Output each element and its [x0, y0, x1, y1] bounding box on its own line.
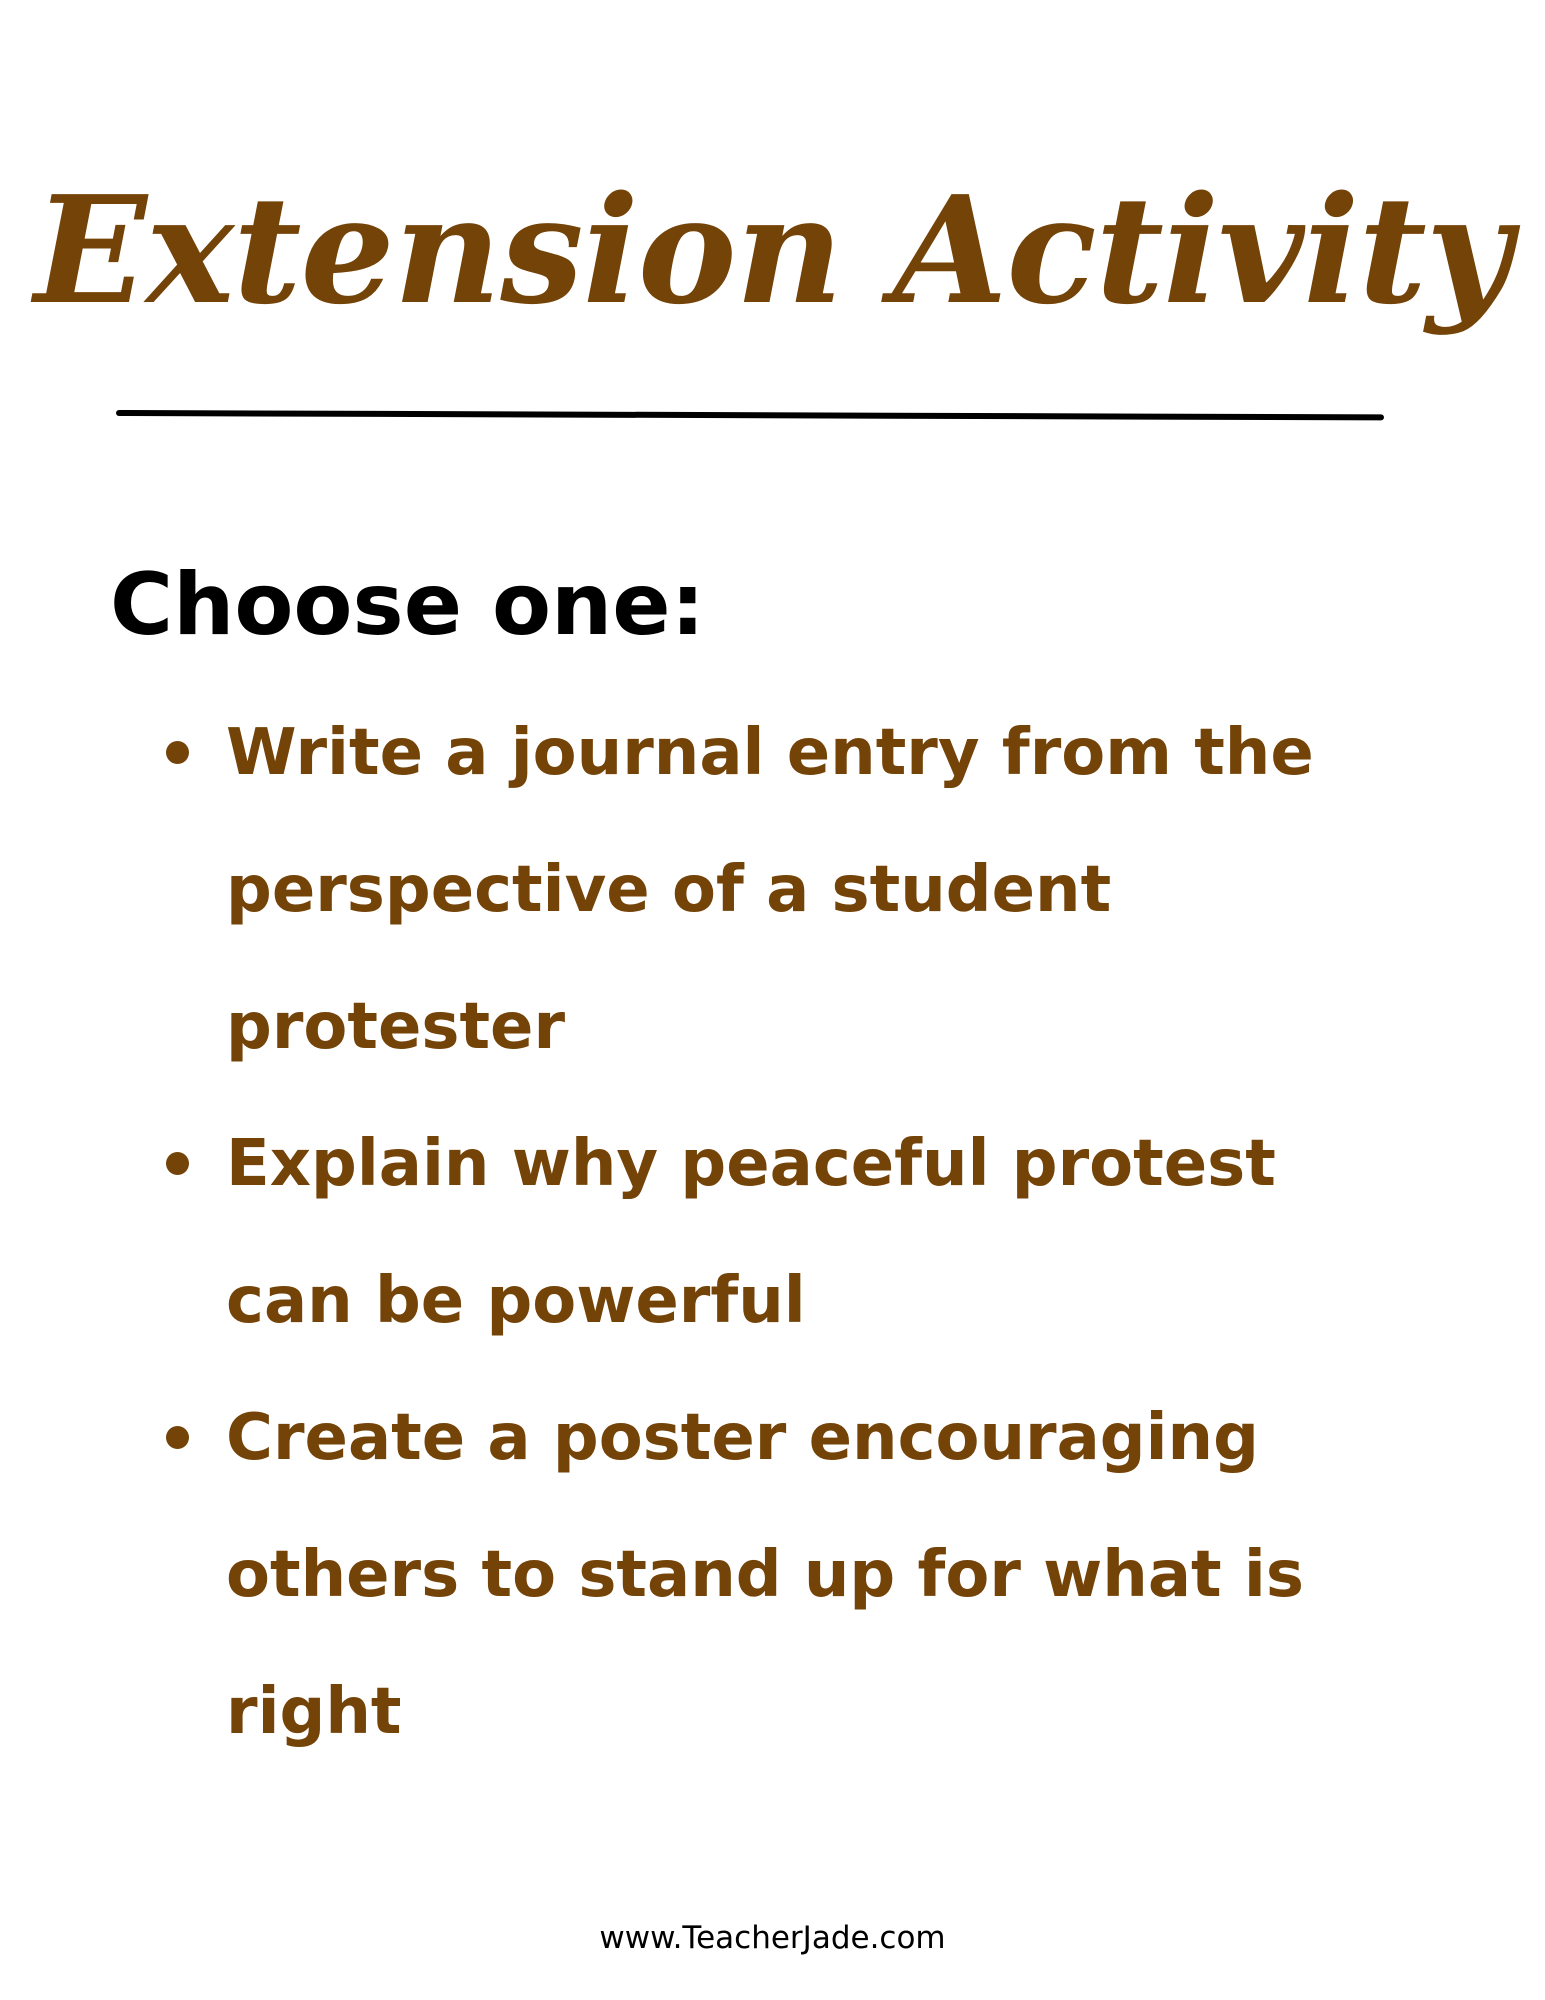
page-title: Extension Activity: [34, 163, 1511, 337]
bullet-icon: [166, 1152, 189, 1175]
activity-option-poster: [226, 1370, 1406, 1781]
activity-option-text: Write a journal entry from the perspective of a student protester: [226, 716, 1314, 1064]
activity-options-list: [226, 685, 1406, 1781]
footer-website: www.TeacherJade.com: [599, 1920, 946, 1956]
instructions-heading: Choose one:: [110, 555, 705, 655]
activity-option-journal: [226, 685, 1406, 1096]
activity-option-explain: [226, 1096, 1406, 1370]
bullet-icon: [166, 741, 189, 764]
activity-option-text: Explain why peaceful protest can be powerful: [226, 1127, 1276, 1338]
title-divider: [116, 410, 1384, 420]
bullet-icon: [166, 1426, 189, 1449]
activity-option-text: Create a poster encouraging others to stand up for what is right: [226, 1401, 1304, 1749]
